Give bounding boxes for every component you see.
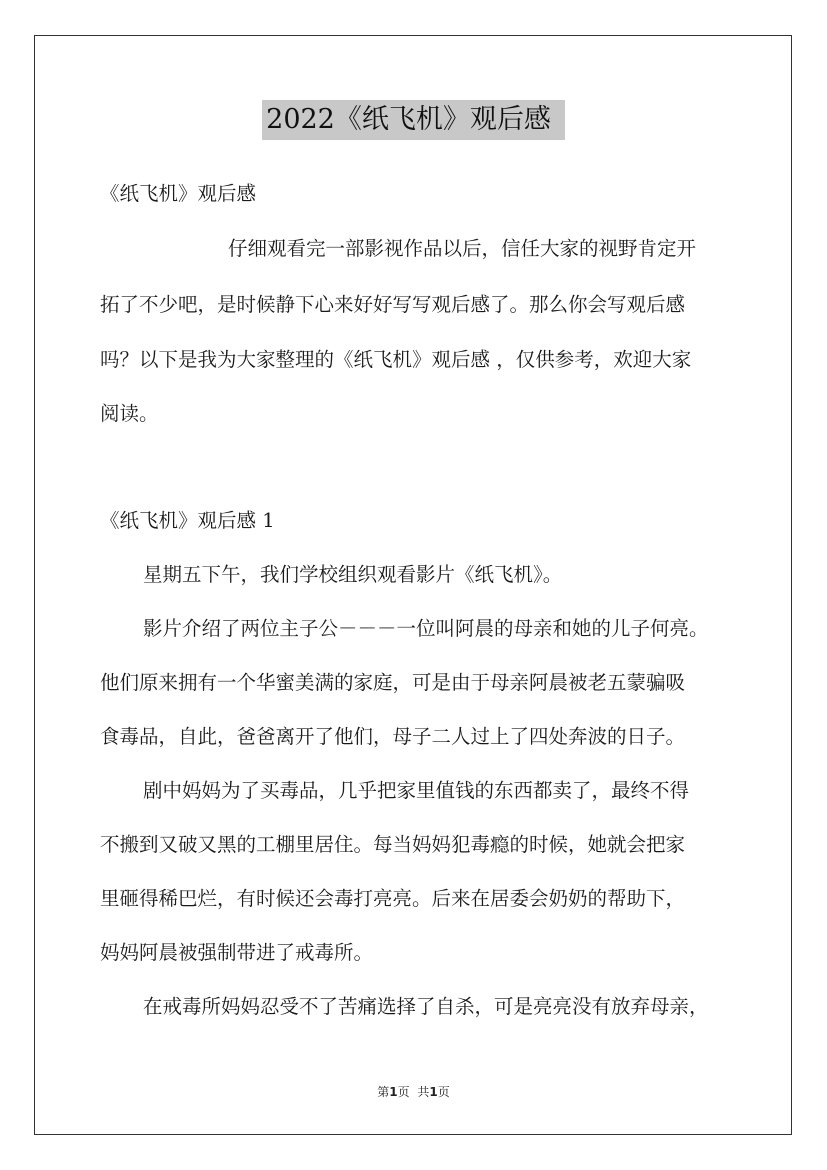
page-number: 1 xyxy=(389,1085,398,1099)
body-line: 里砸得稀巴烂，有时候还会毒打亮亮。后来在居委会奶奶的帮助下， xyxy=(100,887,686,910)
intro-line: 拓了不少吧，是时候静下心来好好写写观后感了。那么你会写观后感 xyxy=(100,293,686,316)
intro-line: 吗？以下是我为大家整理的《纸飞机》观后感 ，仅供参考，欢迎大家 xyxy=(100,348,692,371)
body-line: 剧中妈妈为了买毒品，几乎把家里值钱的东西都卖了，最终不得 xyxy=(143,779,690,802)
page-prefix: 第 xyxy=(377,1085,390,1099)
body-line: 他们原来拥有一个华蜜美满的家庭，可是由于母亲阿晨被老五蒙骗吸 xyxy=(100,671,686,694)
total-suffix: 页 xyxy=(437,1085,450,1099)
title-container xyxy=(0,100,827,140)
total-pages: 1 xyxy=(429,1085,438,1099)
intro-line: 阅读。 xyxy=(100,402,159,425)
body-line: 星期五下午，我们学校组织观看影片《纸飞机》。 xyxy=(143,563,563,586)
intro-line: 仔细观看完一部影视作品以后，信任大家的视野肯定开 xyxy=(228,237,697,260)
section-heading: 《纸飞机》观后感 1 xyxy=(100,509,275,532)
document-title: 2022《纸飞机》观后感 xyxy=(262,100,565,140)
total-prefix: 共 xyxy=(417,1085,430,1099)
body-line: 不搬到又破又黑的工棚里居住。每当妈妈犯毒瘾的时候，她就会把家 xyxy=(100,833,686,856)
page-footer xyxy=(0,1083,827,1101)
body-line: 食毒品，自此，爸爸离开了他们，母子二人过上了四处奔波的日子。 xyxy=(100,725,686,748)
page-suffix: 页 xyxy=(397,1085,410,1099)
document-subtitle: 《纸飞机》观后感 xyxy=(100,182,257,205)
body-line: 影片介绍了两位主子公－－－一位叫阿晨的母亲和她的儿子何亮。 xyxy=(143,617,709,640)
body-line: 妈妈阿晨被强制带进了戒毒所。 xyxy=(100,941,374,964)
body-line: 在戒毒所妈妈忍受不了苦痛选择了自杀，可是亮亮没有放弃母亲， xyxy=(143,995,709,1018)
